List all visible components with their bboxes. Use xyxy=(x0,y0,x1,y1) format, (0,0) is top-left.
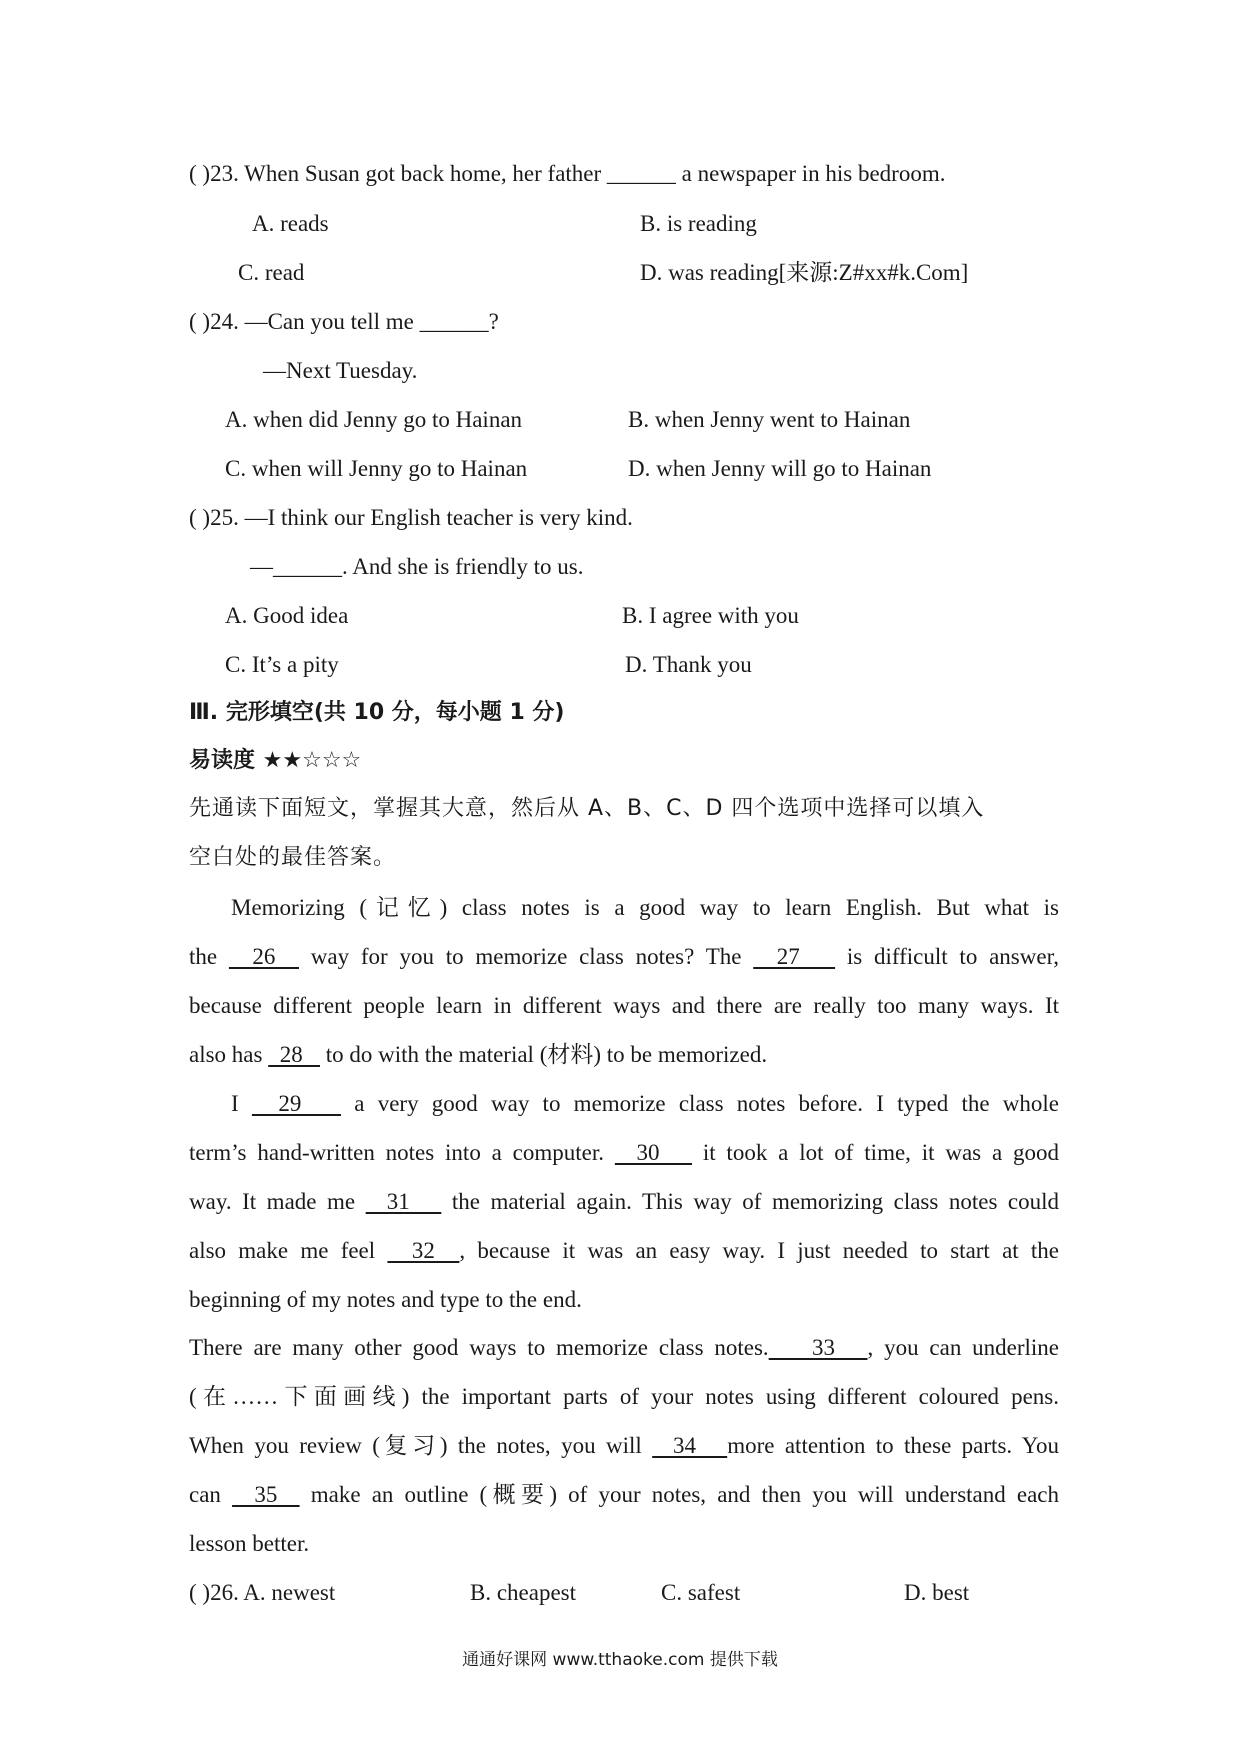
q25-option-c: C. It’s a pity xyxy=(225,652,339,677)
blank-27[interactable]: 27 xyxy=(753,944,836,969)
q24-reply: —Next Tuesday. xyxy=(263,358,418,383)
passage-line: lesson better. xyxy=(189,1531,310,1556)
q25-option-b: B. I agree with you xyxy=(622,603,799,628)
passage-line: When you review (复习) the notes, you will 34 more attention to these parts. You xyxy=(189,1433,1059,1458)
q25-option-a: A. Good idea xyxy=(225,603,349,628)
passage-line: can 35 make an outline (概要) of your notes, and then you will understand each xyxy=(189,1482,1060,1507)
q26-option-d: D. best xyxy=(904,1580,970,1605)
section-heading: Ⅲ. 完形填空(共 10 分，每小题 1 分) xyxy=(189,700,565,725)
instructions-line-1: 先通读下面短文，掌握其大意，然后从 A、B、C、D 四个选项中选择可以填入 xyxy=(189,796,985,821)
passage-line: because different people learn in different ways and there are really too many ways. It xyxy=(189,993,1059,1018)
passage-line: There are many other good ways to memorize class notes. 33 , you can underline xyxy=(189,1335,1059,1360)
difficulty-rating: 易读度 ★★☆☆☆ xyxy=(189,748,362,773)
blank-28[interactable]: 28 xyxy=(268,1042,320,1067)
passage-line: term’s hand-written notes into a computer. 30 it took a lot of time, it was a good xyxy=(189,1140,1059,1165)
instructions-line-2: 空白处的最佳答案。 xyxy=(189,845,397,870)
blank-33[interactable]: 33 xyxy=(768,1335,868,1360)
blank-32[interactable]: 32 xyxy=(387,1238,460,1263)
passage-line: also has 28 to do with the material (材料) to be memorized. xyxy=(189,1042,768,1067)
blank-29[interactable]: 29 xyxy=(251,1091,342,1116)
blank-34[interactable]: 34 xyxy=(652,1433,728,1458)
passage-line: beginning of my notes and type to the end. xyxy=(189,1287,582,1312)
passage-line: I 29 a very good way to memorize class notes before. I typed the whole xyxy=(231,1091,1060,1116)
blank-31[interactable]: 31 xyxy=(365,1189,442,1214)
q25-option-d: D. Thank you xyxy=(625,652,752,677)
passage-line: also make me feel 32 , because it was an easy way. I just needed to start at the xyxy=(189,1238,1060,1263)
q24-option-b: B. when Jenny went to Hainan xyxy=(628,407,911,432)
passage-line: (在……下面画线) the important parts of your notes using different coloured pens. xyxy=(189,1384,1059,1409)
passage-line: the 26 way for you to memorize class notes? The 27 is difficult to answer, xyxy=(189,944,1060,969)
q26-option-b: B. cheapest xyxy=(470,1580,577,1605)
q24-stem: ( )24. —Can you tell me ______? xyxy=(189,309,499,334)
q23-option-b: B. is reading xyxy=(640,211,757,236)
blank-30[interactable]: 30 xyxy=(614,1140,692,1165)
passage-line: way. It made me 31 the material again. This way of memorizing class notes could xyxy=(189,1189,1060,1214)
blank-35[interactable]: 35 xyxy=(232,1482,300,1507)
q25-stem: ( )25. —I think our English teacher is very kind. xyxy=(189,505,633,530)
q26-stem-option-a: ( )26. A. newest xyxy=(189,1580,336,1605)
q23-stem: ( )23. When Susan got back home, her father ______ a newspaper in his bedroom. xyxy=(189,161,946,186)
blank-26[interactable]: 26 xyxy=(228,944,299,969)
q23-option-a: A. reads xyxy=(252,211,329,236)
q24-option-d: D. when Jenny will go to Hainan xyxy=(628,456,932,481)
passage-line: Memorizing (记忆) class notes is a good way to learn English. But what is xyxy=(231,895,1059,920)
q26-option-c: C. safest xyxy=(661,1580,741,1605)
q25-reply: —______. And she is friendly to us. xyxy=(250,554,584,579)
q23-option-c: C. read xyxy=(238,260,305,285)
q24-option-a: A. when did Jenny go to Hainan xyxy=(225,407,523,432)
page-footer: 通通好课网 www.tthaoke.com 提供下载 xyxy=(462,1650,778,1670)
q24-option-c: C. when will Jenny go to Hainan xyxy=(225,456,528,481)
q23-option-d: D. was reading[来源:Z#xx#k.Com] xyxy=(640,260,969,285)
